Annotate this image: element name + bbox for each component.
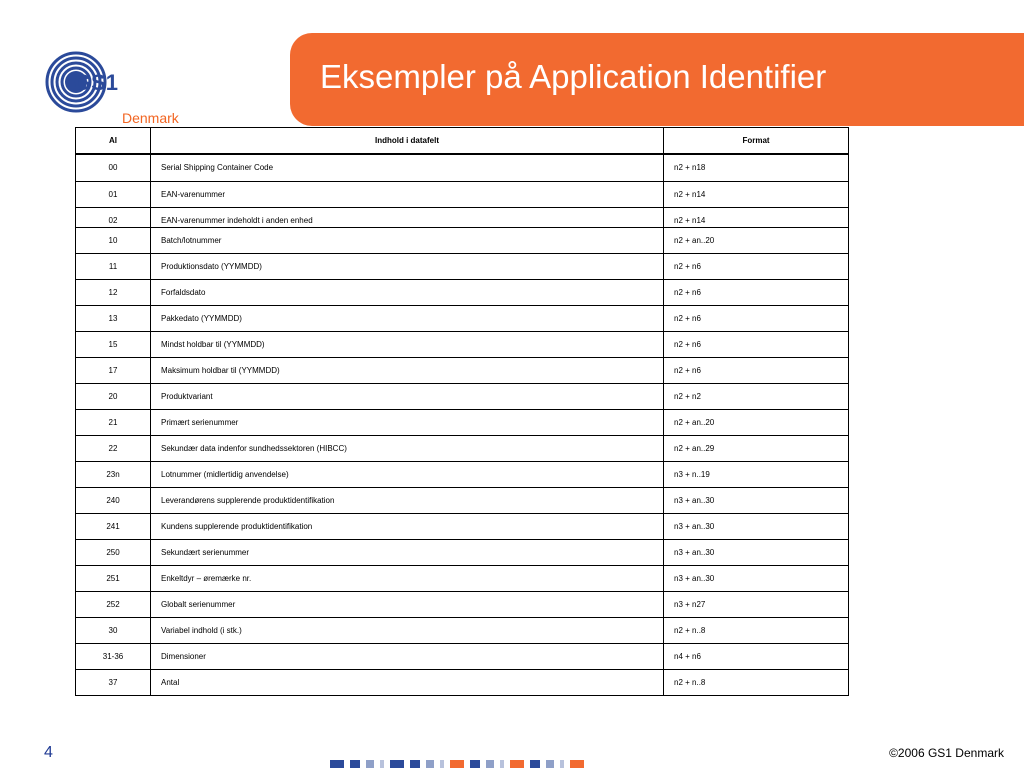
content-cell: Batch/lotnummer <box>151 227 664 253</box>
format-cell: n2 + n6 <box>664 305 849 331</box>
format-cell: n3 + an..30 <box>664 487 849 513</box>
format-cell: n2 + an..20 <box>664 227 849 253</box>
decorative-strip <box>330 760 700 768</box>
format-cell: n3 + n27 <box>664 591 849 617</box>
table-row <box>76 253 849 279</box>
content-cell: Maksimum holdbar til (YYMMDD) <box>151 357 664 383</box>
table-row <box>76 669 849 695</box>
table-row <box>76 461 849 487</box>
logo-subtitle: Denmark <box>122 110 179 126</box>
copyright: ©2006 GS1 Denmark <box>889 746 1004 760</box>
ai-cell: 21 <box>76 409 151 435</box>
table-row <box>76 435 849 461</box>
format-cell: n2 + n6 <box>664 279 849 305</box>
format-cell: n2 + n6 <box>664 253 849 279</box>
ai-cell: 11 <box>76 253 151 279</box>
content-cell: Produktionsdato (YYMMDD) <box>151 253 664 279</box>
logo-text: GS1 <box>74 70 119 95</box>
ai-cell: 241 <box>76 513 151 539</box>
table-row <box>76 227 849 253</box>
ai-cell: 37 <box>76 669 151 695</box>
table-row <box>76 487 849 513</box>
ai-cell: 15 <box>76 331 151 357</box>
table-row <box>76 154 849 181</box>
table-row <box>76 643 849 669</box>
format-cell: n3 + an..30 <box>664 539 849 565</box>
content-cell: Kundens supplerende produktidentifikation <box>151 513 664 539</box>
table-row <box>76 331 849 357</box>
content-cell: Antal <box>151 669 664 695</box>
page-number: 4 <box>44 744 53 761</box>
content-cell: Sekundær data indenfor sundhedssektoren (HIBCC) <box>151 435 664 461</box>
page-title: Eksempler på Application Identifier <box>320 58 827 95</box>
table-row <box>76 207 849 227</box>
content-cell: Globalt serienummer <box>151 591 664 617</box>
table-row <box>76 409 849 435</box>
format-cell: n2 + n2 <box>664 383 849 409</box>
format-cell: n4 + n6 <box>664 643 849 669</box>
content-cell: Mindst holdbar til (YYMMDD) <box>151 331 664 357</box>
table-row <box>76 181 849 207</box>
format-cell: n2 + n..8 <box>664 669 849 695</box>
content-cell: Primært serienummer <box>151 409 664 435</box>
content-cell: Dimensioner <box>151 643 664 669</box>
table-row <box>76 617 849 643</box>
content-cell: Forfaldsdato <box>151 279 664 305</box>
ai-cell: 13 <box>76 305 151 331</box>
ai-cell: 240 <box>76 487 151 513</box>
content-cell: Sekundært serienummer <box>151 539 664 565</box>
format-cell: n2 + n..8 <box>664 617 849 643</box>
content-cell: Leverandørens supplerende produktidentifikation <box>151 487 664 513</box>
ai-table <box>75 127 849 696</box>
ai-cell: 22 <box>76 435 151 461</box>
header-format: Format <box>664 128 849 155</box>
content-cell: Serial Shipping Container Code <box>151 154 664 181</box>
ai-cell: 23n <box>76 461 151 487</box>
table-row <box>76 513 849 539</box>
content-cell: EAN-varenummer <box>151 181 664 207</box>
content-cell: EAN-varenummer indeholdt i anden enhed <box>151 207 664 227</box>
header-content: Indhold i datafelt <box>151 128 664 155</box>
format-cell: n2 + n14 <box>664 207 849 227</box>
content-cell: Pakkedato (YYMMDD) <box>151 305 664 331</box>
content-cell: Produktvariant <box>151 383 664 409</box>
ai-cell: 20 <box>76 383 151 409</box>
ai-cell: 02 <box>76 207 151 227</box>
table-row <box>76 279 849 305</box>
format-cell: n2 + an..20 <box>664 409 849 435</box>
table-row <box>76 383 849 409</box>
table-row <box>76 305 849 331</box>
content-cell: Lotnummer (midlertidig anvendelse) <box>151 461 664 487</box>
format-cell: n3 + an..30 <box>664 513 849 539</box>
format-cell: n2 + n6 <box>664 331 849 357</box>
ai-cell: 250 <box>76 539 151 565</box>
ai-cell: 10 <box>76 227 151 253</box>
header-ai: AI <box>76 128 151 155</box>
table-header-row <box>76 128 849 155</box>
table-row <box>76 539 849 565</box>
table-row <box>76 357 849 383</box>
format-cell: n3 + an..30 <box>664 565 849 591</box>
format-cell: n3 + n..19 <box>664 461 849 487</box>
ai-cell: 252 <box>76 591 151 617</box>
gs1-logo <box>44 50 134 120</box>
ai-cell: 30 <box>76 617 151 643</box>
format-cell: n2 + n18 <box>664 154 849 181</box>
table-row <box>76 591 849 617</box>
ai-cell: 00 <box>76 154 151 181</box>
table-body <box>76 154 849 695</box>
ai-cell: 251 <box>76 565 151 591</box>
format-cell: n2 + n14 <box>664 181 849 207</box>
format-cell: n2 + an..29 <box>664 435 849 461</box>
table-row <box>76 565 849 591</box>
ai-cell: 17 <box>76 357 151 383</box>
content-cell: Variabel indhold (i stk.) <box>151 617 664 643</box>
ai-cell: 12 <box>76 279 151 305</box>
ai-cell: 31-36 <box>76 643 151 669</box>
ai-cell: 01 <box>76 181 151 207</box>
format-cell: n2 + n6 <box>664 357 849 383</box>
content-cell: Enkeltdyr – øremærke nr. <box>151 565 664 591</box>
